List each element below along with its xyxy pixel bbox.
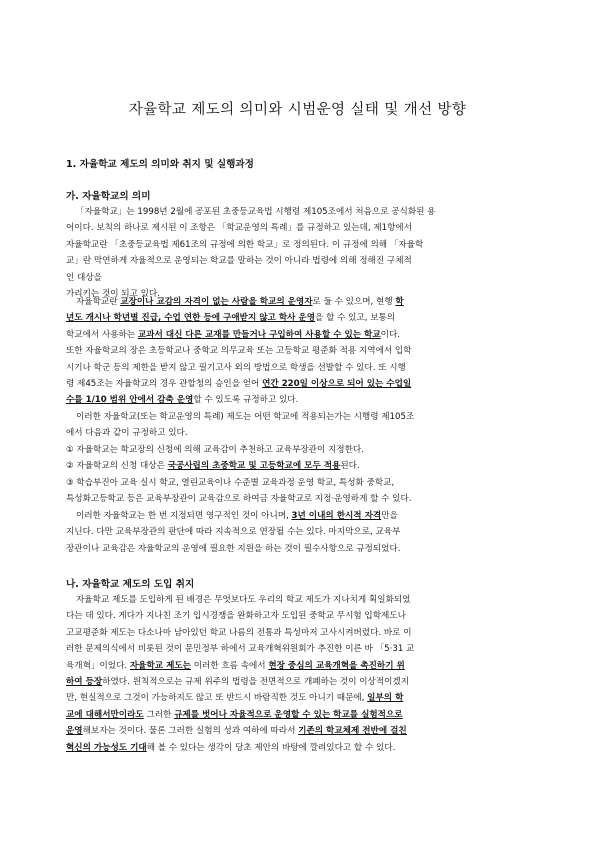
emphasis-text: 기존의 학교체제 전반에 걸친 <box>298 726 407 737</box>
text-line: 특성화고등학교 등은 교육부장관이 교육감으로 하여금 자율학교로 지정·운영하게 할 수 있다. <box>66 494 412 505</box>
text-line: 어이다. 보칙의 하나로 제시된 이 조항은 「학교운영의 특례」를 규정하고 있는데, 제1항에서 <box>66 223 412 234</box>
text-line <box>66 294 528 310</box>
text-run: 하였다. 원칙적으로는 규제 위주의 법령을 전면적으로 개폐하는 것이 이상적이겠지 <box>102 677 410 688</box>
text-line <box>66 310 528 326</box>
text-run: 해 볼 수 있다는 생각이 당초 제안의 바탕에 깔려있다고 할 수 있다. <box>146 742 396 753</box>
list-item <box>66 458 528 474</box>
text-run: 만을 <box>381 511 398 521</box>
text-line: 다는 데 있다. 게다가 지나친 조기 입시경쟁을 완화하고자 도입된 중학교 무시험 입학제도나 <box>66 611 406 622</box>
text-line <box>66 376 528 392</box>
text-run: 을 할 수 있고, 보통의 <box>315 313 396 324</box>
text-line: 인 대상을 <box>66 272 102 283</box>
text-run: 그러한 <box>143 709 175 720</box>
text-line: 에서 다음과 같이 규정하고 있다. <box>66 428 188 439</box>
text-run: 육개혁」이었다. <box>66 660 130 671</box>
emphasis-text: 자율학교 제도는 <box>129 660 191 671</box>
text-line <box>66 740 528 756</box>
paragraph-a1 <box>66 204 528 302</box>
text-line <box>66 658 528 674</box>
text-run: 해보자는 것이다. 물론 그러한 실험의 성과 여하에 따라서 <box>82 726 299 737</box>
text-run: 만, 현실적으로 그것이 가능하지도 않고 또 반드시 바람직한 것도 아니기 때문에, <box>66 693 368 704</box>
emphasis-text: 운영 <box>66 726 83 737</box>
text-run: 이러한 자율학교는 한 번 지정되면 영구적인 것이 아니며, <box>76 511 292 521</box>
subsection-a-heading: 가. 자율학교의 의미 <box>66 191 151 202</box>
text-line: 또한 자율학교의 장은 초등학교나 중학교 의무교육 또는 고등학교 평준화 적용 지역에서 입학 <box>66 346 412 357</box>
text-run: 학교에서 사용하는 <box>66 329 138 340</box>
text-run: 로 둘 수 있으며, 현행 <box>312 297 396 307</box>
emphasis-text: 수를 1/10 범위 안에서 감축 운영 <box>66 395 194 406</box>
emphasis-text: 년도 개시나 학년별 진급, 수업 연한 등에 구애받지 않고 학사 운영 <box>66 313 316 324</box>
emphasis-text: 현장 중심의 교육개혁을 촉진하기 위 <box>268 660 405 671</box>
text-run: 이다. <box>380 329 401 340</box>
emphasis-text: 일부의 학 <box>367 693 404 704</box>
emphasis-text: 국공사립의 초중학교 및 고등학교에 모두 적용 <box>167 461 341 472</box>
text-line <box>66 723 528 739</box>
emphasis-text: 규제를 벗어나 자율적으로 운영할 수 있는 학교를 실험적으로 <box>174 709 403 720</box>
text-line <box>66 674 528 690</box>
text-run: 된다. <box>340 461 360 472</box>
text-line <box>66 707 528 723</box>
subsection-b-heading: 나. 자율학교 제도의 도입 취지 <box>66 579 195 590</box>
emphasis-text: 혁신의 가능성도 기대 <box>66 742 147 753</box>
emphasis-text: 3년 이내의 한시적 자격 <box>291 511 382 521</box>
text-line: 「자율학교」는 1998년 2월에 공포된 초중등교육법 시행령 제105조에서 처음으로 공식화된 용 <box>76 207 436 217</box>
list-item: ③ 학습부진아 교육 실시 학교, 열린교육이나 수준별 교육과정 운영 학교, 특성화 중학교, <box>66 477 395 488</box>
text-line: 지닌다. 다만 교육부장관의 판단에 따라 지속적으로 연장될 수는 있다. 마지막으로, 교육부 <box>66 527 401 538</box>
text-line: 자율학교란 「초중등교육법 제61조의 규정에 의한 학교」로 정의된다. 이 규정에 의해 「자율학 <box>66 239 424 250</box>
emphasis-text: 교에 대해서만이라도 <box>66 709 144 720</box>
emphasis-text: 학 <box>395 297 404 307</box>
emphasis-text: 교과서 대신 다른 교재를 만들거나 구입하여 사용할 수 있는 학교 <box>137 329 381 340</box>
section-1-heading: 1. 자율학교 제도의 의미와 취지 및 실행과정 <box>66 159 254 170</box>
text-line: 고교평준화 제도는 다소나마 남아있던 학교 나름의 전통과 특성마저 고사시켜버렸다. 바로 이 <box>66 627 412 638</box>
text-line: 이러한 자율학교(또는 학교운영의 특례) 제도는 어떤 학교에 적용되는가는 시행령 제105조 <box>76 412 415 422</box>
text-line: 장관이나 교육감은 자율학교의 운영에 필요한 지원을 하는 것이 필수사항으로 규정되었다. <box>66 543 401 554</box>
text-run: 령 제45조는 자율학교의 경우 관할청의 승인을 얻어 <box>66 379 263 390</box>
text-line <box>66 690 528 706</box>
paragraph-b1 <box>66 592 528 756</box>
emphasis-text: 교장이나 교감의 자격이 없는 사람을 학교의 운영자 <box>120 297 313 307</box>
emphasis-text: 연간 220일 이상으로 되어 있는 수업일 <box>262 379 412 390</box>
document-title: 자율학교 제도의 의미와 시범운영 실태 및 개선 방향 <box>128 102 467 118</box>
text-line: 가리키는 것이 되고 있다. <box>66 289 160 300</box>
emphasis-text: 하여 등장 <box>66 677 103 688</box>
paragraph-a4 <box>66 508 528 557</box>
text-line <box>66 392 528 408</box>
text-run: 이러한 흐름 속에서 <box>190 660 269 671</box>
text-line: 자율학교 제도를 도입하게 된 배경은 무엇보다도 우리의 학교 제도가 지나치게 획일화되었 <box>76 595 411 605</box>
text-line <box>66 327 528 343</box>
paragraph-a3 <box>66 409 528 507</box>
list-item: ① 자율학교는 학교장의 신청에 의해 교육감이 추천하고 교육부장관이 지정한다. <box>66 444 364 455</box>
text-line: 교」란 막연하게 자율적으로 운영되는 학교를 말하는 것이 아니라 법령에 의해 정해진 구체적 <box>66 256 412 267</box>
paragraph-a2 <box>66 294 528 409</box>
text-line: 러한 문제의식에서 비롯된 것이 문민정부 하에서 교육개혁위원회가 추진한 이른 바 「5·31 교 <box>66 644 415 655</box>
text-line <box>66 508 528 524</box>
text-run: 자율학교란 <box>76 297 121 307</box>
text-run: 할 수 있도록 규정하고 있다. <box>193 395 299 406</box>
text-line: 시기나 학군 등의 제한을 받지 않고 필기고사 외의 방법으로 학생을 선발할 수 있다. 또 시행 <box>66 362 406 373</box>
text-run: ② 자율학교의 신청 대상은 <box>66 461 168 472</box>
